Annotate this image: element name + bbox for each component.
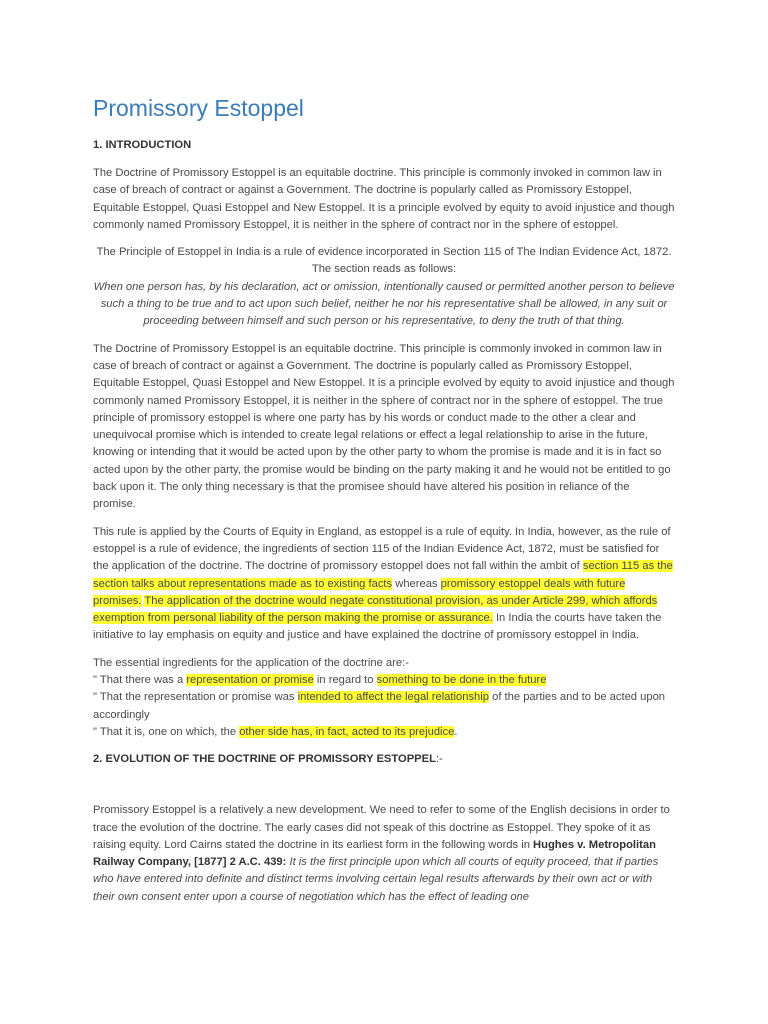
section-heading-introduction: 1. INTRODUCTION [93,139,192,151]
text-span: " That the representation or promise was [93,691,298,704]
heading-text: 2. EVOLUTION OF THE DOCTRINE OF PROMISSORY ESTOPPEL [93,753,436,766]
text-span: " That there was a [93,674,187,687]
evolution-paragraph [93,802,675,906]
page-title: Promissory Estoppel [93,95,304,121]
section-heading-evolution [93,751,675,768]
highlight-article-299: The application of the doctrine would negate constitutional provision, as under Article 299, which affords exemption from personal liability of the person making the promise or assurance. [93,594,658,625]
ingredient-item [93,724,675,741]
text-span: whereas [392,577,438,590]
text-span: of the parties and to be acted upon accordingly [93,691,666,721]
case-citation: Hughes v. Metropolitan Railway Company, [1877] 2 A.C. 439: [93,838,656,869]
section-115-quote: When one person has, by his declaration, act or omission, intentionally caused or permitted another person to believe such a thing to be true and to act upon such belief, neither he nor his representative shall be allowed, in any suit or proceeding between himself and such person or his representative, to deny the truth of that thing. [93,280,675,328]
principle-paragraph: The Doctrine of Promissory Estoppel is an equitable doctrine. This principle is commonly invoked in common law in case of breach of contract or against a Government. The doctrine is popularly called as Promissory Estoppel, Equitable Estoppel, Quasi Estoppel and New Estoppel. It is a principle evolved by equity to avoid injustice and though commonly named Promissory Estoppel, it is neither in the sphere of contract nor in the sphere of estoppel. The true principle of promissory estoppel is where one party has by his words or conduct made to the other a clear and unequivocal promise which is intended to create legal relations or effect a legal relationship to arise in the future, knowing or intending that it would be acted upon by the other party to whom the promise is made and it is in fact so acted upon by the other party, the promise would be binding on the party making it and he would not be entitled to go back upon it. The only thing necessary is that the promisee should have altered his position in reliance of the promise. [93,342,675,511]
text-span: In India the courts have taken the initiative to lay emphasis on equity and justice and have explained the doctrine of promissory estoppel in India. [93,612,662,642]
highlight-existing-facts: section 115 as the section talks about representations made as to existing facts [93,560,673,590]
case-quote: It is the first principle upon which all courts of equity proceed, that if parties who have entered into definite and distinct terms involving certain legal results afterwards by their own act or with their own consent enter upon a course of negotiation which has the effect of leading one [93,856,659,903]
ingredients-intro: The essential ingredients for the application of the doctrine are:- [93,656,409,669]
highlight-future-promises: promissory estoppel deals with future promises. [93,577,626,607]
highlight-future: something to be done in the future [376,674,547,687]
ingredient-item [93,672,675,689]
text-span: . [454,725,458,738]
heading-suffix: :- [435,753,443,766]
text-span: in regard to [313,674,377,687]
highlight-representation: representation or promise [186,674,314,687]
courts-of-equity-paragraph [93,524,675,645]
text-span: Promissory Estoppel is a relatively a new development. We need to refer to some of the English decisions in order to trace the evolution of the doctrine. The early cases did not speak of this doctrine as Estoppel. They spoke of it as raising equity. Lord Cairns stated the doctrine in its earliest form in the following words in [93,804,670,851]
intro-paragraph: The Doctrine of Promissory Estoppel is an equitable doctrine. This principle is commonly invoked in common law in case of breach of contract or against a Government. The doctrine is popularly called as Promissory Estoppel, Equitable Estoppel, Quasi Estoppel and New Estoppel. It is a principle evolved by equity to avoid injustice and though commonly named Promissory Estoppel, it is neither in the sphere of contract nor in the sphere of estoppel. [93,167,675,231]
text-span: This rule is applied by the Courts of Equity in England, as estoppel is a rule of equity. In India, however, as the rule of estoppel is a rule of evidence, the ingredients of section 115 of the Indian Evidence Act, 1872, must be satisfied for the application of the doctrine. The doctrine of promissory estoppel does not fall within the ambit of [93,525,671,573]
text-span: " That it is, one on which, the [93,725,240,738]
section-115-block [93,244,675,330]
ingredient-item [93,689,675,724]
document-content [93,92,675,916]
ingredients-list [93,655,675,741]
spacer [93,779,675,802]
highlight-prejudice: other side has, in fact, acted to its prejudice [239,725,455,738]
highlight-legal-relationship: intended to affect the legal relationship [297,691,489,704]
section-115-intro: The Principle of Estoppel in India is a rule of evidence incorporated in Section 115 of The Indian Evidence Act, 1872. The section reads as follows: [96,246,672,276]
